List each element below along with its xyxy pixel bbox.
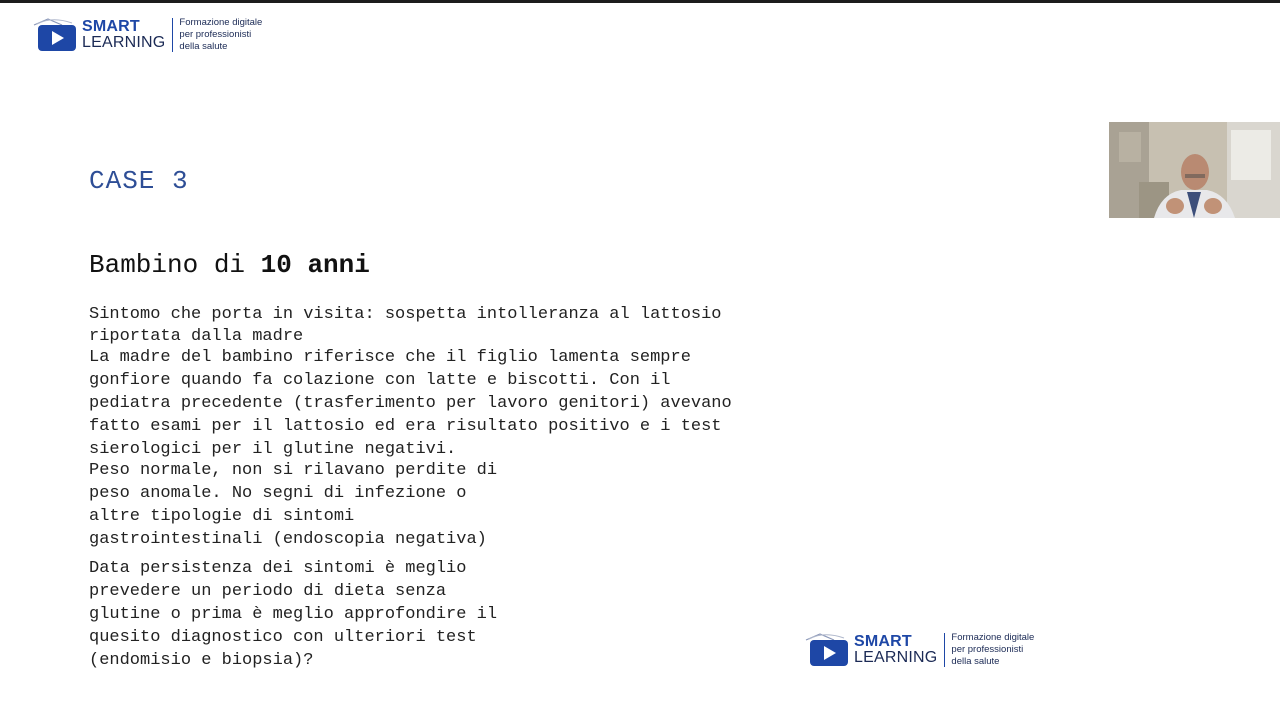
paragraph-symptom — [89, 304, 722, 348]
text-line: fatto esami per il lattosio ed era risultato positivo e i test — [89, 417, 722, 436]
logo-tagline-line: Formazione digitale — [951, 632, 1035, 643]
text-line: pediatra precedente (trasferimento per lavoro genitori) avevano — [89, 394, 732, 413]
logo-brand-smart: SMART — [854, 633, 912, 650]
text-line: altre tipologie di sintomi — [89, 507, 355, 526]
logo-brand-learning: LEARNING — [854, 649, 938, 666]
smart-learning-logo-footer — [804, 632, 1034, 668]
logo-tagline-line: per professionisti — [179, 29, 252, 40]
text-line: gonfiore quando fa colazione con latte e biscotti. Con il — [89, 371, 671, 390]
logo-brand-learning: LEARNING — [82, 34, 166, 51]
top-border — [0, 0, 1280, 3]
text-line: Sintomo che porta in visita: sospetta intolleranza al lattosio — [89, 305, 722, 324]
presenter-video-image — [1109, 122, 1280, 218]
text-line: Peso normale, non si rilavano perdite di — [89, 461, 498, 480]
logo-tagline-line: della salute — [179, 41, 228, 52]
logo-separator — [172, 18, 173, 52]
logo-brand-smart: SMART — [82, 18, 140, 35]
slide-case-title: CASE 3 — [89, 166, 189, 196]
logo-tagline — [951, 632, 1034, 668]
text-line: quesito diagnostico con ulteriori test — [89, 628, 477, 647]
slide-subtitle — [89, 250, 370, 280]
text-line: riportata dalla madre — [89, 327, 304, 346]
logo-separator — [944, 633, 945, 667]
text-line: (endomisio e biopsia)? — [89, 651, 314, 670]
text-line: peso anomale. No segni di infezione o — [89, 484, 467, 503]
play-logo-icon — [804, 632, 850, 668]
logo-tagline — [179, 17, 262, 53]
smart-learning-logo — [32, 17, 262, 53]
play-logo-icon — [32, 17, 78, 53]
text-line: La madre del bambino riferisce che il figlio lamenta sempre — [89, 348, 691, 367]
text-line: sierologici per il glutine negativi. — [89, 440, 457, 459]
text-line: prevedere un periodo di dieta senza — [89, 582, 447, 601]
subtitle-age: 10 anni — [260, 250, 370, 280]
text-line: gastrointestinali (endoscopia negativa) — [89, 530, 487, 549]
paragraph-question — [89, 557, 497, 672]
presenter-webcam — [1109, 122, 1280, 218]
logo-tagline-line: Formazione digitale — [179, 17, 263, 28]
text-line: glutine o prima è meglio approfondire il — [89, 605, 498, 624]
paragraph-history — [89, 346, 732, 461]
logo-tagline-line: per professionisti — [951, 644, 1024, 655]
logo-tagline-line: della salute — [951, 656, 1000, 667]
subtitle-prefix: Bambino di — [89, 250, 261, 280]
text-line: Data persistenza dei sintomi è meglio — [89, 559, 467, 578]
paragraph-exam — [89, 459, 497, 551]
